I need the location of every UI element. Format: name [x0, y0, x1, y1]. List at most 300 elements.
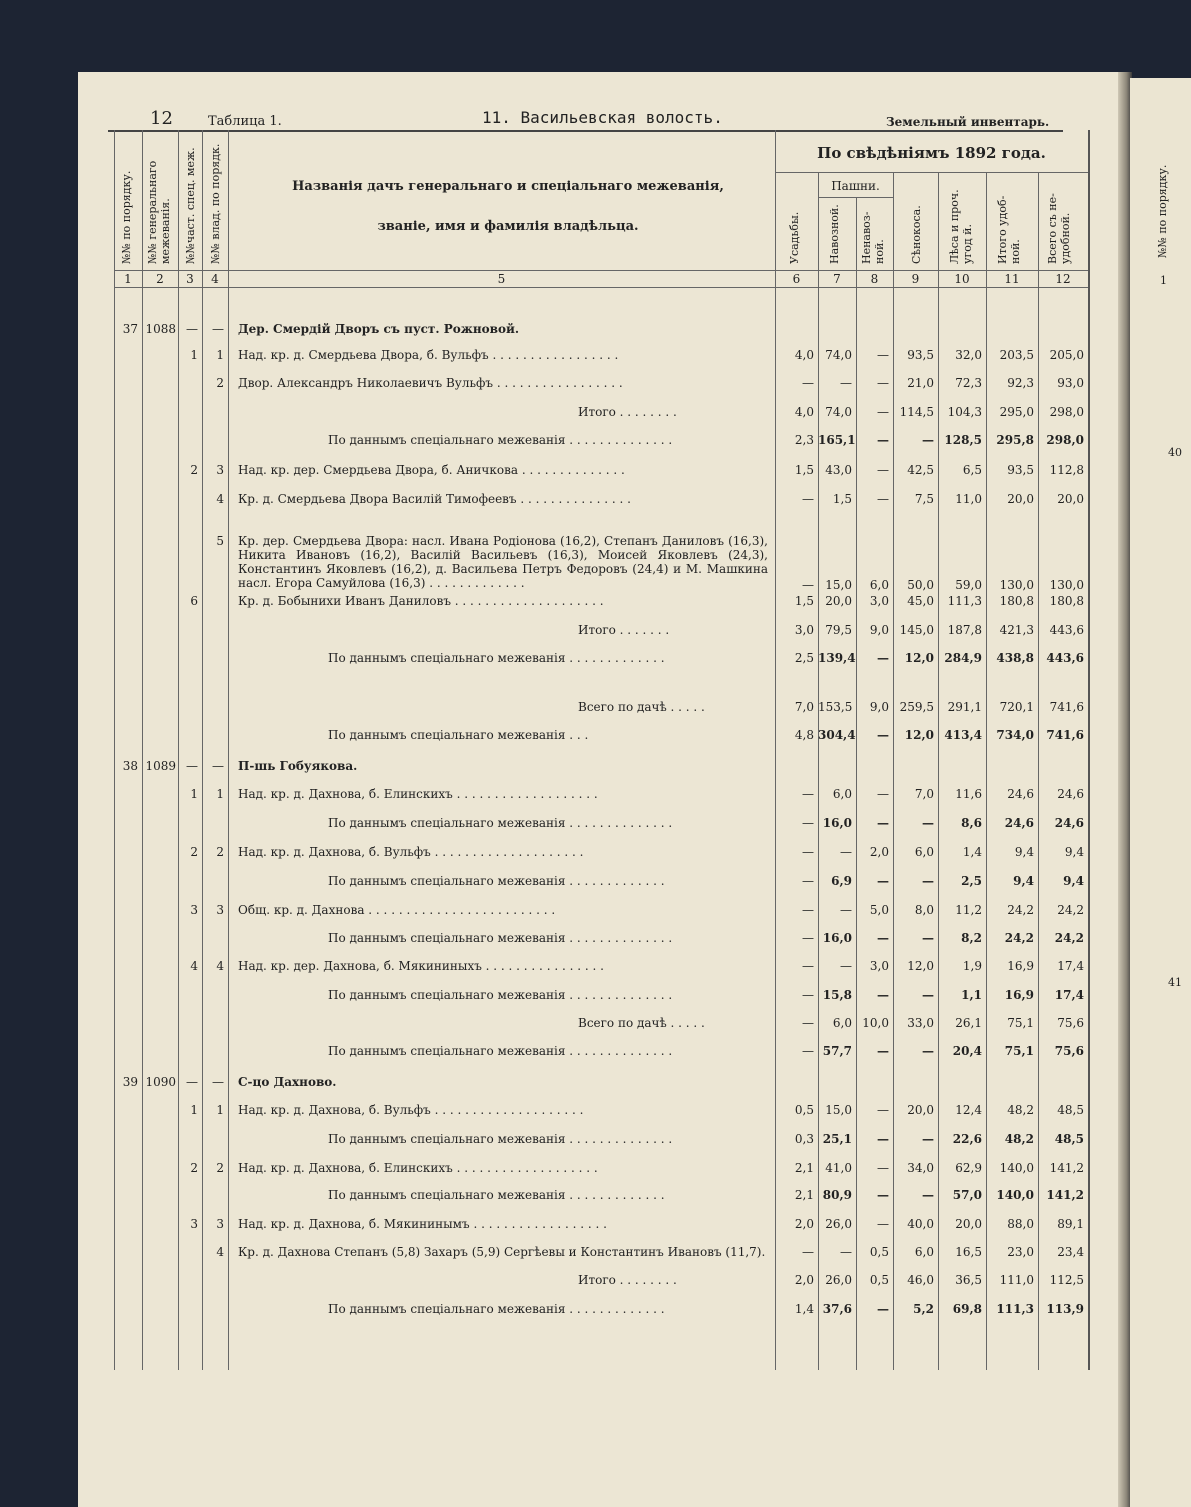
- colnum-rule-bottom: [114, 287, 1088, 288]
- row-value: —: [802, 816, 814, 830]
- table-row: [78, 931, 1120, 953]
- row-value: 16,0: [822, 816, 852, 830]
- row-value: —: [877, 405, 889, 419]
- row-value: 9,4: [1014, 845, 1034, 859]
- row-value: 741,6: [1046, 728, 1084, 742]
- row-value: 6,0: [832, 787, 852, 801]
- row-value: 6,0: [832, 1016, 852, 1030]
- row-owner-number: —: [212, 322, 224, 336]
- col-number: 11: [1004, 272, 1020, 286]
- row-value: 1,5: [832, 492, 852, 506]
- table-row: [78, 700, 1120, 722]
- row-name: Над. кр. дер. Дахнова, б. Мякининыхъ . . . . . . . . . . . . . . . .: [238, 959, 604, 973]
- row-value: 180,8: [1049, 594, 1084, 608]
- table-row: [78, 874, 1120, 896]
- row-value: 3,0: [794, 623, 814, 637]
- colnum-rule: [114, 270, 1088, 271]
- col-number: 9: [911, 272, 920, 286]
- row-name: Всего по дачѣ . . . . .: [578, 1016, 705, 1030]
- row-value: 62,9: [955, 1161, 982, 1175]
- row-special-survey-number: 1: [190, 1103, 198, 1117]
- row-value: —: [802, 845, 814, 859]
- row-value: —: [877, 787, 889, 801]
- row-name: Над. кр. д. Смердьева Двора, б. Вульфъ . . . . . . . . . . . . . . . . .: [238, 348, 619, 362]
- row-value: 140,0: [999, 1161, 1034, 1175]
- row-value: 48,2: [1004, 1132, 1034, 1146]
- row-value: —: [802, 578, 814, 592]
- row-value: —: [877, 1302, 889, 1316]
- row-name: Над. кр. д. Дахнова, б. Елинскихъ . . . . . . . . . . . . . . . . . . .: [238, 787, 598, 801]
- row-name: Кр. д. Бобынихи Иванъ Даниловъ . . . . . . . . . . . . . . . . . . . .: [238, 594, 604, 608]
- row-value: 16,9: [1007, 959, 1034, 973]
- row-value: —: [877, 1217, 889, 1231]
- table-row: [78, 1245, 1120, 1267]
- row-owner-number: 1: [216, 348, 224, 362]
- col-head-7: Навозной.: [828, 204, 841, 264]
- col-divider: [775, 130, 776, 1370]
- row-value: 16,9: [1004, 988, 1034, 1002]
- row-name: Над. кр. д. Дахнова, б. Вульфъ . . . . . . . . . . . . . . . . . . . .: [238, 845, 584, 859]
- col-head-11: Итого удоб-ной.: [996, 195, 1022, 264]
- row-value: 69,8: [952, 1302, 982, 1316]
- row-value: 1,4: [794, 1302, 814, 1316]
- row-value: 34,0: [907, 1161, 934, 1175]
- row-value: 153,5: [818, 700, 853, 714]
- row-value: 43,0: [825, 463, 852, 477]
- col-divider: [142, 130, 143, 1370]
- row-owner-number: 1: [216, 787, 224, 801]
- row-value: —: [877, 492, 889, 506]
- row-value: 5,0: [869, 903, 889, 917]
- row-name: Дер. Смердій Дворъ съ пуст. Рожновой.: [238, 322, 520, 336]
- row-value: 17,4: [1054, 988, 1084, 1002]
- row-value: 12,0: [904, 728, 934, 742]
- row-value: —: [877, 931, 889, 945]
- row-value: 93,5: [907, 348, 934, 362]
- row-value: 9,0: [869, 623, 889, 637]
- row-value: 24,2: [1054, 931, 1084, 945]
- row-owner-number: —: [212, 759, 224, 773]
- pashni-rule: [818, 197, 893, 198]
- table-row: [78, 1273, 1120, 1295]
- pashni-heading: Пашни.: [831, 179, 880, 193]
- col-number: 8: [870, 272, 879, 286]
- row-value: 42,5: [907, 463, 934, 477]
- row-value: 57,0: [952, 1188, 982, 1202]
- row-value: 40,0: [907, 1217, 934, 1231]
- col-head-8: Ненавоз-ной.: [860, 211, 886, 264]
- row-value: —: [802, 903, 814, 917]
- page-number: 12: [150, 108, 173, 129]
- row-value: 0,5: [869, 1245, 889, 1259]
- row-value: 16,5: [955, 1245, 982, 1259]
- table-row: [78, 594, 1120, 616]
- row-value: 0,5: [869, 1273, 889, 1287]
- col-number: 10: [954, 272, 970, 286]
- row-value: 0,5: [794, 1103, 814, 1117]
- row-value: 80,9: [822, 1188, 852, 1202]
- row-value: 298,0: [1049, 405, 1084, 419]
- row-value: 24,6: [1004, 816, 1034, 830]
- row-value: —: [922, 1188, 934, 1202]
- row-value: 6,0: [914, 1245, 934, 1259]
- row-value: 2,3: [794, 433, 814, 447]
- row-value: 1,9: [962, 959, 982, 973]
- row-value: 93,0: [1057, 376, 1084, 390]
- row-value: 11,0: [955, 492, 982, 506]
- row-value: 3,0: [869, 594, 889, 608]
- row-owner-number: 3: [216, 463, 224, 477]
- table-row: [78, 816, 1120, 838]
- row-value: 734,0: [996, 728, 1034, 742]
- row-value: —: [877, 348, 889, 362]
- row-name: Над. кр. д. Дахнова, б. Мякининымъ . . . . . . . . . . . . . . . . . .: [238, 1217, 607, 1231]
- row-general-survey-number: 1089: [145, 759, 176, 773]
- table-row: [78, 759, 1120, 781]
- table-row: [78, 1161, 1120, 1183]
- header-rule: [108, 130, 1063, 132]
- row-order-number: 39: [122, 1075, 138, 1089]
- row-value: —: [877, 1161, 889, 1175]
- row-value: —: [922, 1132, 934, 1146]
- row-value: 20,0: [1007, 492, 1034, 506]
- row-value: 111,3: [996, 1302, 1034, 1316]
- row-value: 203,5: [999, 348, 1034, 362]
- section-title: 11. Васильевская волость.: [482, 108, 723, 127]
- table-row: [78, 1188, 1120, 1210]
- row-special-survey-number: 1: [190, 787, 198, 801]
- row-value: 2,0: [794, 1273, 814, 1287]
- row-value: 92,3: [1007, 376, 1034, 390]
- row-name: Общ. кр. д. Дахнова . . . . . . . . . . . . . . . . . . . . . . . . .: [238, 903, 556, 917]
- row-value: 130,0: [1049, 578, 1084, 592]
- row-value: 20,0: [1057, 492, 1084, 506]
- row-value: 26,0: [825, 1273, 852, 1287]
- table-row: [78, 1302, 1120, 1324]
- row-value: 1,1: [961, 988, 982, 1002]
- row-value: —: [877, 1132, 889, 1146]
- row-value: —: [877, 1103, 889, 1117]
- row-value: 111,0: [999, 1273, 1034, 1287]
- row-value: —: [922, 433, 934, 447]
- row-special-survey-number: 4: [190, 959, 198, 973]
- row-value: —: [877, 1188, 889, 1202]
- col-head-2: №№ генеральнаго межеванія.: [146, 160, 172, 264]
- row-name: По даннымъ спеціальнаго межеванія . . . . . . . . . . . . . .: [328, 1132, 673, 1146]
- row-value: 2,0: [869, 845, 889, 859]
- row-owner-number: 3: [216, 1217, 224, 1231]
- table-row: [78, 988, 1120, 1010]
- row-value: 48,5: [1057, 1103, 1084, 1117]
- table-row: [78, 405, 1120, 427]
- row-name: Двор. Александръ Николаевичъ Вульфъ . . . . . . . . . . . . . . . . .: [238, 376, 623, 390]
- col-divider: [228, 130, 229, 1370]
- row-value: 7,0: [914, 787, 934, 801]
- row-value: 443,6: [1046, 651, 1084, 665]
- row-value: 74,0: [825, 405, 852, 419]
- row-value: —: [840, 959, 852, 973]
- row-value: 24,6: [1054, 816, 1084, 830]
- row-value: 20,4: [952, 1044, 982, 1058]
- row-value: 26,1: [955, 1016, 982, 1030]
- row-value: —: [877, 1044, 889, 1058]
- row-value: 112,5: [1049, 1273, 1084, 1287]
- row-name: По даннымъ спеціальнаго межеванія . . . . . . . . . . . . . .: [328, 1044, 673, 1058]
- row-name: Всего по дачѣ . . . . .: [578, 700, 705, 714]
- row-value: —: [922, 988, 934, 1002]
- row-name: Кр. д. Дахнова Степанъ (5,8) Захаръ (5,9) Сергѣевы и Константинъ Ивановъ (11,7).: [238, 1245, 766, 1259]
- row-value: 413,4: [944, 728, 982, 742]
- row-value: 139,4: [818, 651, 856, 665]
- row-special-survey-number: —: [186, 759, 198, 773]
- col-number: 3: [186, 272, 194, 286]
- table-row: [78, 728, 1120, 750]
- row-value: 15,8: [822, 988, 852, 1002]
- row-value: 205,0: [1049, 348, 1084, 362]
- table-row: [78, 845, 1120, 867]
- row-order-number: 38: [122, 759, 138, 773]
- row-value: 32,0: [955, 348, 982, 362]
- row-value: 48,2: [1007, 1103, 1034, 1117]
- row-value: 140,0: [996, 1188, 1034, 1202]
- row-special-survey-number: 1: [190, 348, 198, 362]
- row-special-survey-number: 2: [190, 845, 198, 859]
- row-value: 25,1: [822, 1132, 852, 1146]
- row-value: 75,1: [1004, 1044, 1034, 1058]
- row-value: —: [802, 1245, 814, 1259]
- row-value: 20,0: [825, 594, 852, 608]
- row-value: 7,5: [914, 492, 934, 506]
- row-owner-number: 1: [216, 1103, 224, 1117]
- row-value: 5,2: [913, 1302, 934, 1316]
- row-general-survey-number: 1090: [145, 1075, 176, 1089]
- row-value: 11,2: [955, 903, 982, 917]
- info-heading: По свѣдѣніямъ 1892 года.: [817, 144, 1046, 162]
- row-value: 20,0: [907, 1103, 934, 1117]
- row-special-survey-number: 3: [190, 903, 198, 917]
- table-row: [78, 1132, 1120, 1154]
- col-number: 5: [497, 272, 506, 286]
- col-head-9: Сѣнокоса.: [910, 205, 923, 264]
- col-number: 4: [211, 272, 219, 286]
- row-value: 10,0: [862, 1016, 889, 1030]
- row-value: 128,5: [944, 433, 982, 447]
- row-value: —: [802, 988, 814, 1002]
- row-value: —: [877, 874, 889, 888]
- row-value: 187,8: [947, 623, 982, 637]
- row-owner-number: 3: [216, 903, 224, 917]
- row-value: 93,5: [1007, 463, 1034, 477]
- row-value: 259,5: [899, 700, 934, 714]
- row-value: 24,2: [1057, 903, 1084, 917]
- row-value: —: [802, 376, 814, 390]
- row-value: —: [802, 1016, 814, 1030]
- row-value: 75,6: [1057, 1016, 1084, 1030]
- row-owner-number: 5: [216, 534, 224, 548]
- table-row: [78, 376, 1120, 398]
- row-value: 741,6: [1049, 700, 1084, 714]
- table-row: [78, 651, 1120, 673]
- row-value: 9,0: [869, 700, 889, 714]
- row-value: 284,9: [944, 651, 982, 665]
- row-value: 4,0: [794, 348, 814, 362]
- row-value: —: [922, 931, 934, 945]
- table-row: [78, 433, 1120, 455]
- row-value: 1,4: [962, 845, 982, 859]
- col-number: 2: [156, 272, 164, 286]
- col-head-3: №№част. спец. меж.: [184, 147, 197, 264]
- row-value: 165,1: [818, 433, 856, 447]
- row-value: 72,3: [955, 376, 982, 390]
- row-value: 45,0: [907, 594, 934, 608]
- row-name: С-цо Дахново.: [238, 1075, 337, 1089]
- row-value: 720,1: [999, 700, 1034, 714]
- row-name: Итого . . . . . . . .: [578, 405, 677, 419]
- row-value: 17,4: [1057, 959, 1084, 973]
- col-number: 1: [124, 272, 132, 286]
- row-owner-number: 4: [216, 492, 224, 506]
- section-right-title: Земельный инвентарь.: [886, 115, 1050, 129]
- row-value: 2,5: [961, 874, 982, 888]
- row-owner-number: 2: [216, 1161, 224, 1175]
- row-value: 8,0: [914, 903, 934, 917]
- row-value: 1,5: [794, 594, 814, 608]
- row-value: 15,0: [825, 578, 852, 592]
- table-row: [78, 959, 1120, 981]
- row-value: 88,0: [1007, 1217, 1034, 1231]
- row-value: 0,3: [794, 1132, 814, 1146]
- col-number: 7: [833, 272, 841, 286]
- col-head-12: Всего съ не-удобной.: [1046, 193, 1072, 264]
- row-value: 46,0: [907, 1273, 934, 1287]
- row-value: —: [877, 433, 889, 447]
- row-value: 59,0: [955, 578, 982, 592]
- row-value: 112,8: [1049, 463, 1084, 477]
- row-name: По даннымъ спеціальнаго межеванія . . . . . . . . . . . . . .: [328, 433, 673, 447]
- table-row: [78, 903, 1120, 925]
- row-value: 2,1: [794, 1188, 814, 1202]
- row-value: 33,0: [907, 1016, 934, 1030]
- row-value: 24,6: [1057, 787, 1084, 801]
- row-value: 304,4: [818, 728, 856, 742]
- row-value: 114,5: [899, 405, 934, 419]
- col-divider: [202, 130, 203, 1370]
- row-value: 79,5: [825, 623, 852, 637]
- row-value: 74,0: [825, 348, 852, 362]
- row-value: 12,0: [904, 651, 934, 665]
- row-value: —: [877, 651, 889, 665]
- row-value: 12,4: [955, 1103, 982, 1117]
- table-row: [78, 463, 1120, 485]
- row-value: 111,3: [947, 594, 982, 608]
- row-name: По даннымъ спеціальнаго межеванія . . . . . . . . . . . . . .: [328, 988, 673, 1002]
- col-head-5: Названія дачъ генеральнаго и спеціальнаго межеванія, званіе, имя и фамилія владѣльца.: [292, 179, 724, 234]
- row-special-survey-number: —: [186, 1075, 198, 1089]
- row-value: 24,2: [1004, 931, 1034, 945]
- document-page: [78, 72, 1120, 1507]
- row-name: По даннымъ спеціальнаго межеванія . . . . . . . . . . . . .: [328, 1302, 665, 1316]
- col-number: 12: [1055, 272, 1071, 286]
- row-special-survey-number: 6: [190, 594, 198, 608]
- table-row: [78, 348, 1120, 370]
- row-value: 2,5: [794, 651, 814, 665]
- row-name: Итого . . . . . . .: [578, 623, 670, 637]
- row-value: 9,4: [1063, 874, 1084, 888]
- row-value: 23,4: [1057, 1245, 1084, 1259]
- row-name: По даннымъ спеціальнаго межеванія . . . . . . . . . . . . . .: [328, 816, 673, 830]
- table-row: [78, 1075, 1120, 1097]
- row-name: По даннымъ спеціальнаго межеванія . . . . . . . . . . . . .: [328, 874, 665, 888]
- row-value: 141,2: [1049, 1161, 1084, 1175]
- row-value: 36,5: [955, 1273, 982, 1287]
- right-row-number: 40: [1168, 446, 1182, 459]
- row-value: 24,2: [1007, 903, 1034, 917]
- row-value: —: [922, 874, 934, 888]
- row-value: 6,0: [869, 578, 889, 592]
- row-value: —: [877, 988, 889, 1002]
- row-value: 104,3: [947, 405, 982, 419]
- table-row: [78, 1044, 1120, 1066]
- row-value: —: [877, 816, 889, 830]
- right-col-number: 1: [1160, 274, 1167, 287]
- row-value: —: [802, 1044, 814, 1058]
- row-value: —: [840, 845, 852, 859]
- row-value: 8,2: [961, 931, 982, 945]
- row-owner-number: 2: [216, 376, 224, 390]
- table-row: [78, 534, 1120, 594]
- table-label: Таблица 1.: [208, 114, 282, 129]
- row-owner-number: 4: [216, 1245, 224, 1259]
- row-value: —: [840, 1245, 852, 1259]
- row-value: 75,6: [1054, 1044, 1084, 1058]
- row-value: 130,0: [999, 578, 1034, 592]
- row-name: Над. кр. д. Дахнова, б. Елинскихъ . . . . . . . . . . . . . . . . . . .: [238, 1161, 598, 1175]
- table-row: [78, 623, 1120, 645]
- row-special-survey-number: —: [186, 322, 198, 336]
- row-value: 37,6: [822, 1302, 852, 1316]
- col-divider: [114, 130, 115, 1370]
- row-value: —: [877, 376, 889, 390]
- col-head-6: Усадьбы.: [788, 211, 801, 264]
- next-page-edge: [1130, 78, 1191, 1507]
- row-value: —: [802, 931, 814, 945]
- row-value: 22,6: [952, 1132, 982, 1146]
- row-special-survey-number: 2: [190, 1161, 198, 1175]
- row-value: 421,3: [999, 623, 1034, 637]
- row-value: 438,8: [996, 651, 1034, 665]
- row-value: 3,0: [869, 959, 889, 973]
- row-value: 9,4: [1013, 874, 1034, 888]
- row-value: 141,2: [1046, 1188, 1084, 1202]
- row-value: —: [877, 728, 889, 742]
- row-value: 41,0: [825, 1161, 852, 1175]
- row-value: —: [802, 787, 814, 801]
- row-name: По даннымъ спеціальнаго межеванія . . .: [328, 728, 589, 742]
- col-divider: [1088, 130, 1090, 1370]
- row-value: —: [877, 463, 889, 477]
- row-name: Кр. дер. Смердьева Двора: насл. Ивана Родіонова (16,2), Степанъ Даниловъ (16,3), Никита Ивановъ (16,2), Василій Васильевъ (16,3), Моисей Яковлевъ (24,3), Константинъ Яковлевъ (16,2), д. Васильева Петръ Федоровъ (24,4) и М. Машкина насл. Егора Самуйлова (16,3) . . . . . . . . . . . . .: [238, 534, 768, 590]
- row-value: 23,0: [1007, 1245, 1034, 1259]
- row-value: 20,0: [955, 1217, 982, 1231]
- row-name: По даннымъ спеціальнаго межеванія . . . . . . . . . . . . .: [328, 1188, 665, 1202]
- row-value: 2,0: [794, 1217, 814, 1231]
- row-value: 291,1: [947, 700, 982, 714]
- row-special-survey-number: 3: [190, 1217, 198, 1231]
- row-value: 2,1: [794, 1161, 814, 1175]
- row-name: По даннымъ спеціальнаго межеванія . . . . . . . . . . . . . .: [328, 931, 673, 945]
- row-value: 6,0: [914, 845, 934, 859]
- col-head-1: №№ по порядку.: [120, 170, 133, 264]
